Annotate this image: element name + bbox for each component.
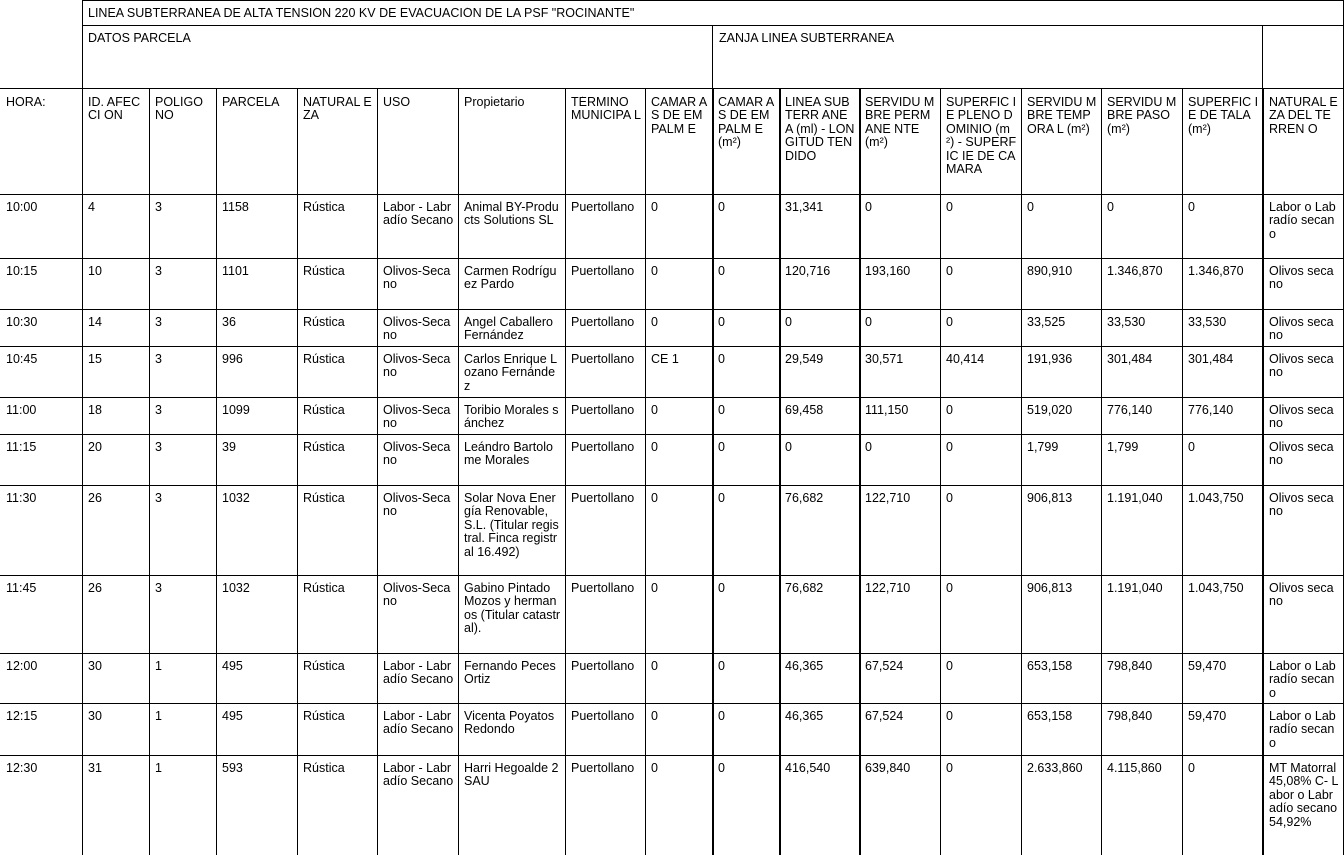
column-divider xyxy=(940,88,941,855)
cell-termino-municipal: Puertollano xyxy=(571,762,635,775)
cell-propietario: Toribio Morales sánchez xyxy=(464,404,559,431)
cell-uso: Labor - Labradío Secano xyxy=(383,762,454,789)
cell-parcela: 1032 xyxy=(222,582,250,595)
column-divider xyxy=(297,88,298,855)
column-header-propietario: Propietario xyxy=(464,96,525,109)
cell-uso: Olivos-Secano xyxy=(383,404,451,431)
column-divider xyxy=(645,88,646,855)
column-header-hora: HORA: xyxy=(6,96,46,109)
title-row-divider xyxy=(82,25,1344,26)
column-divider-thick xyxy=(712,88,714,855)
cell-superficie-tala: 776,140 xyxy=(1188,404,1234,417)
cell-uso: Olivos-Secano xyxy=(383,353,451,380)
cell-naturaleza-terreno: Olivos secano xyxy=(1269,316,1334,343)
cell-servidumbre-paso: 798,840 xyxy=(1107,660,1153,673)
cell-uso: Olivos-Secano xyxy=(383,441,451,468)
table-border-top xyxy=(82,0,1344,1)
cell-naturaleza-terreno: Olivos secano xyxy=(1269,265,1334,292)
cell-servidumbre-permanente: 193,160 xyxy=(865,265,911,278)
cell-hora: 12:15 xyxy=(6,710,38,723)
cell-servidumbre-paso: 1.191,040 xyxy=(1107,582,1163,595)
cell-propietario: Carlos Enrique Lozano Fernández xyxy=(464,353,558,393)
cell-termino-municipal: Puertollano xyxy=(571,353,635,366)
cell-superficie-pleno-dominio: 0 xyxy=(946,762,953,775)
cell-propietario: Leándro Bartolome Morales xyxy=(464,441,553,468)
cell-camaras-empalme-m2: 0 xyxy=(718,762,725,775)
cell-naturaleza: Rústica xyxy=(303,492,345,505)
cell-parcela: 1032 xyxy=(222,492,250,505)
cell-id-afeccion: 20 xyxy=(88,441,102,454)
cell-hora: 12:30 xyxy=(6,762,38,775)
cell-hora: 10:00 xyxy=(6,201,38,214)
row-divider xyxy=(0,434,1344,435)
cell-naturaleza: Rústica xyxy=(303,201,345,214)
cell-servidumbre-temporal: 653,158 xyxy=(1027,710,1073,723)
column-header-camaras-empalme-m2: CAMAR AS DE EMPALM E (m²) xyxy=(718,96,775,150)
cell-servidumbre-temporal: 519,020 xyxy=(1027,404,1073,417)
group-row-divider xyxy=(0,88,1344,89)
cell-camaras-empalme: 0 xyxy=(651,265,658,278)
cell-poligono: 1 xyxy=(155,660,162,673)
cell-superficie-tala: 59,470 xyxy=(1188,660,1227,673)
row-divider xyxy=(0,485,1344,486)
column-header-superficie-tala: SUPERFIC IE DE TALA (m²) xyxy=(1188,96,1259,136)
cell-hora: 10:45 xyxy=(6,353,38,366)
cell-naturaleza: Rústica xyxy=(303,316,345,329)
cell-parcela: 39 xyxy=(222,441,236,454)
column-header-termino-municipal: TÉRMINO MUNICIPA L xyxy=(571,96,641,123)
cell-servidumbre-permanente: 122,710 xyxy=(865,582,911,595)
column-divider-thick xyxy=(779,88,781,855)
cell-servidumbre-paso: 4.115,860 xyxy=(1107,762,1162,775)
cell-servidumbre-temporal: 906,813 xyxy=(1027,582,1073,595)
column-header-poligono: POLÍGO NO xyxy=(155,96,203,123)
cell-termino-municipal: Puertollano xyxy=(571,492,635,505)
cell-servidumbre-permanente: 30,571 xyxy=(865,353,904,366)
cell-poligono: 1 xyxy=(155,710,162,723)
cell-linea-subterranea: 76,682 xyxy=(785,492,824,505)
cell-camaras-empalme-m2: 0 xyxy=(718,582,725,595)
cell-termino-municipal: Puertollano xyxy=(571,660,635,673)
cell-servidumbre-temporal: 0 xyxy=(1027,201,1034,214)
cell-propietario: Animal BY-Products Solutions SL xyxy=(464,201,559,228)
group-divider xyxy=(1262,25,1263,88)
cell-id-afeccion: 26 xyxy=(88,582,102,595)
cell-superficie-tala: 301,484 xyxy=(1188,353,1234,366)
column-header-parcela: PARCELA xyxy=(222,96,280,109)
cell-servidumbre-paso: 0 xyxy=(1107,201,1114,214)
cell-camaras-empalme: 0 xyxy=(651,404,658,417)
group-header-datos-parcela: DATOS PARCELA xyxy=(88,32,191,45)
cell-poligono: 3 xyxy=(155,316,162,329)
cell-camaras-empalme-m2: 0 xyxy=(718,492,725,505)
cell-servidumbre-permanente: 0 xyxy=(865,316,872,329)
cell-linea-subterranea: 120,716 xyxy=(785,265,831,278)
cell-hora: 10:30 xyxy=(6,316,38,329)
table-title: LINEA SUBTERRÁNEA DE ALTA TENSIÓN 220 KV DE EVACUACIÓN DE LA PSF "ROCINANTE" xyxy=(88,7,635,20)
cell-servidumbre-temporal: 890,910 xyxy=(1027,265,1073,278)
cell-id-afeccion: 15 xyxy=(88,353,102,366)
cell-termino-municipal: Puertollano xyxy=(571,710,635,723)
cell-termino-municipal: Puertollano xyxy=(571,441,635,454)
cell-servidumbre-paso: 776,140 xyxy=(1107,404,1153,417)
cell-superficie-pleno-dominio: 0 xyxy=(946,441,953,454)
cell-termino-municipal: Puertollano xyxy=(571,201,635,214)
cell-superficie-pleno-dominio: 40,414 xyxy=(946,353,985,366)
cell-naturaleza-terreno: Olivos secano xyxy=(1269,404,1334,431)
cell-termino-municipal: Puertollano xyxy=(571,404,635,417)
cell-superficie-pleno-dominio: 0 xyxy=(946,660,953,673)
group-header-zanja: ZANJA LINEA SUBTERRANEA xyxy=(719,32,895,45)
cell-parcela: 495 xyxy=(222,660,243,673)
cell-parcela: 593 xyxy=(222,762,243,775)
cell-camaras-empalme: 0 xyxy=(651,316,658,329)
cell-linea-subterranea: 0 xyxy=(785,441,792,454)
cell-parcela: 1101 xyxy=(222,265,249,278)
cell-servidumbre-permanente: 639,840 xyxy=(865,762,911,775)
cell-linea-subterranea: 69,458 xyxy=(785,404,824,417)
cell-naturaleza: Rústica xyxy=(303,762,345,775)
cell-hora: 12:00 xyxy=(6,660,38,673)
cell-servidumbre-temporal: 2.633,860 xyxy=(1027,762,1083,775)
column-header-uso: USO xyxy=(383,96,411,109)
cell-naturaleza-terreno: Olivos secano xyxy=(1269,353,1334,380)
cell-servidumbre-paso: 798,840 xyxy=(1107,710,1153,723)
cell-superficie-tala: 59,470 xyxy=(1188,710,1227,723)
cell-uso: Olivos-Secano xyxy=(383,582,451,609)
cell-uso: Labor - Labradío Secano xyxy=(383,710,454,737)
cell-termino-municipal: Puertollano xyxy=(571,265,635,278)
cell-id-afeccion: 18 xyxy=(88,404,102,417)
cell-naturaleza: Rústica xyxy=(303,353,345,366)
column-divider xyxy=(377,88,378,855)
cell-superficie-pleno-dominio: 0 xyxy=(946,201,953,214)
row-divider xyxy=(0,309,1344,310)
cell-servidumbre-paso: 33,530 xyxy=(1107,316,1146,329)
cell-superficie-pleno-dominio: 0 xyxy=(946,582,953,595)
cell-superficie-tala: 0 xyxy=(1188,201,1195,214)
cell-servidumbre-temporal: 653,158 xyxy=(1027,660,1073,673)
cell-camaras-empalme: 0 xyxy=(651,710,658,723)
column-header-naturaleza-terreno: NATURAL EZA DEL TERREN O xyxy=(1269,96,1338,136)
cell-hora: 11:15 xyxy=(6,441,37,454)
cell-naturaleza-terreno: Labor o Labradío secano xyxy=(1269,710,1336,750)
cell-servidumbre-paso: 1.191,040 xyxy=(1107,492,1163,505)
cell-superficie-pleno-dominio: 0 xyxy=(946,265,953,278)
column-divider xyxy=(1101,88,1102,855)
row-divider xyxy=(0,575,1344,576)
cell-naturaleza-terreno: Olivos secano xyxy=(1269,492,1334,519)
row-divider xyxy=(0,194,1344,195)
cell-naturaleza: Rústica xyxy=(303,710,345,723)
cell-superficie-tala: 33,530 xyxy=(1188,316,1227,329)
column-divider-thick xyxy=(859,88,861,855)
cell-servidumbre-paso: 1,799 xyxy=(1107,441,1139,454)
cell-propietario: Ángel Caballero Fernández xyxy=(464,316,553,343)
cell-naturaleza-terreno: Olivos secano xyxy=(1269,441,1334,468)
cell-poligono: 3 xyxy=(155,353,162,366)
cell-camaras-empalme-m2: 0 xyxy=(718,710,725,723)
cell-hora: 11:30 xyxy=(6,492,37,505)
cell-linea-subterranea: 416,540 xyxy=(785,762,831,775)
cell-naturaleza: Rústica xyxy=(303,265,345,278)
cell-parcela: 36 xyxy=(222,316,236,329)
cell-superficie-tala: 1.043,750 xyxy=(1188,582,1244,595)
cell-parcela: 1158 xyxy=(222,201,249,214)
cell-linea-subterranea: 31,341 xyxy=(785,201,824,214)
cell-uso: Labor - Labradío Secano xyxy=(383,660,454,687)
cell-naturaleza-terreno: Labor o Labradío secano xyxy=(1269,201,1336,241)
cell-servidumbre-paso: 301,484 xyxy=(1107,353,1153,366)
cell-termino-municipal: Puertollano xyxy=(571,316,635,329)
column-header-id-afeccion: ID. AFECCI ON xyxy=(88,96,141,123)
cell-parcela: 495 xyxy=(222,710,243,723)
row-divider xyxy=(0,346,1344,347)
group-divider xyxy=(712,25,713,88)
cell-poligono: 3 xyxy=(155,265,162,278)
row-divider xyxy=(0,258,1344,259)
cell-superficie-pleno-dominio: 0 xyxy=(946,492,953,505)
column-divider xyxy=(216,88,217,855)
cell-propietario: Vicenta Poyatos Redondo xyxy=(464,710,555,737)
row-divider xyxy=(0,653,1344,654)
cell-uso: Olivos-Secano xyxy=(383,316,451,343)
cell-camaras-empalme: 0 xyxy=(651,660,658,673)
cell-termino-municipal: Puertollano xyxy=(571,582,635,595)
cell-servidumbre-permanente: 67,524 xyxy=(865,660,904,673)
cell-propietario: Fernando Peces Ortiz xyxy=(464,660,556,687)
cell-naturaleza: Rústica xyxy=(303,660,345,673)
cell-servidumbre-permanente: 111,150 xyxy=(865,404,909,417)
column-divider-thick xyxy=(1262,88,1264,855)
cell-superficie-pleno-dominio: 0 xyxy=(946,316,953,329)
column-divider xyxy=(458,88,459,855)
cell-servidumbre-permanente: 122,710 xyxy=(865,492,911,505)
column-divider xyxy=(1021,88,1022,855)
cell-hora: 10:15 xyxy=(6,265,38,278)
cell-servidumbre-permanente: 0 xyxy=(865,201,872,214)
cell-superficie-pleno-dominio: 0 xyxy=(946,404,953,417)
cell-parcela: 1099 xyxy=(222,404,250,417)
cell-propietario: Gabino Pintado Mozos y hermanos (Titular catastral). xyxy=(464,582,561,636)
cell-linea-subterranea: 29,549 xyxy=(785,353,824,366)
cell-poligono: 3 xyxy=(155,492,162,505)
cell-naturaleza: Rústica xyxy=(303,582,345,595)
cell-linea-subterranea: 46,365 xyxy=(785,660,824,673)
cell-camaras-empalme-m2: 0 xyxy=(718,353,725,366)
cell-hora: 11:00 xyxy=(6,404,37,417)
cell-poligono: 3 xyxy=(155,582,162,595)
cell-servidumbre-permanente: 67,524 xyxy=(865,710,904,723)
cell-superficie-tala: 1.043,750 xyxy=(1188,492,1244,505)
cell-hora: 11:45 xyxy=(6,582,37,595)
cell-servidumbre-permanente: 0 xyxy=(865,441,872,454)
cell-camaras-empalme: 0 xyxy=(651,582,658,595)
cell-id-afeccion: 30 xyxy=(88,660,102,673)
cell-camaras-empalme-m2: 0 xyxy=(718,404,725,417)
cell-poligono: 3 xyxy=(155,441,162,454)
cell-propietario: Harri Hegoalde 2 SAU xyxy=(464,762,559,789)
cell-naturaleza: Rústica xyxy=(303,404,345,417)
cell-naturaleza: Rústica xyxy=(303,441,345,454)
cell-naturaleza-terreno: Labor o Labradío secano xyxy=(1269,660,1336,700)
cell-uso: Olivos-Secano xyxy=(383,265,451,292)
cell-uso: Labor - Labradío Secano xyxy=(383,201,454,228)
cell-linea-subterranea: 76,682 xyxy=(785,582,824,595)
column-header-camaras-empalme: CAMAR AS DE EMPALM E xyxy=(651,96,708,136)
column-header-superficie-pleno-dominio: SUPERFIC IE PLENO DOMINIO (m²) - SUPERFIC IE DE CAMARA xyxy=(946,96,1017,177)
column-divider xyxy=(82,0,83,855)
column-divider xyxy=(149,88,150,855)
cell-camaras-empalme: 0 xyxy=(651,762,658,775)
cell-servidumbre-paso: 1.346,870 xyxy=(1107,265,1163,278)
cell-id-afeccion: 26 xyxy=(88,492,102,505)
cell-propietario: Carmen Rodríguez Pardo xyxy=(464,265,557,292)
cell-parcela: 996 xyxy=(222,353,243,366)
cell-superficie-tala: 0 xyxy=(1188,441,1195,454)
column-header-servidumbre-temporal: SERVIDU MBRE TEMPORA L (m²) xyxy=(1027,96,1097,136)
cell-superficie-tala: 0 xyxy=(1188,762,1195,775)
cell-poligono: 3 xyxy=(155,201,162,214)
cell-camaras-empalme: 0 xyxy=(651,441,658,454)
row-divider xyxy=(0,397,1344,398)
cell-camaras-empalme-m2: 0 xyxy=(718,316,725,329)
cell-propietario: Solar Nova Energía Renovable, S.L. (Titular registral. Finca registral 16.492) xyxy=(464,492,559,559)
column-header-servidumbre-paso: SERVIDU MBRE PASO (m²) xyxy=(1107,96,1177,136)
column-header-servidumbre-permanente: SERVIDU MBRE PERMANE NTE (m²) xyxy=(865,96,935,150)
cell-camaras-empalme-m2: 0 xyxy=(718,441,725,454)
cell-camaras-empalme: CE 1 xyxy=(651,353,679,366)
cell-linea-subterranea: 0 xyxy=(785,316,792,329)
cell-naturaleza-terreno: MT Matorral 45,08% C- Labor o Labradío secano 54,92% xyxy=(1269,762,1339,829)
cell-poligono: 3 xyxy=(155,404,162,417)
row-divider xyxy=(0,755,1344,756)
column-divider xyxy=(1182,88,1183,855)
cell-naturaleza-terreno: Olivos secano xyxy=(1269,582,1334,609)
cell-camaras-empalme-m2: 0 xyxy=(718,265,725,278)
cell-id-afeccion: 4 xyxy=(88,201,95,214)
cell-servidumbre-temporal: 33,525 xyxy=(1027,316,1066,329)
cell-id-afeccion: 14 xyxy=(88,316,102,329)
column-header-linea-subterranea: LINEA SUBTERR ANEA (ml) - LONGITUD TENDIDO xyxy=(785,96,855,163)
column-divider xyxy=(565,88,566,855)
cell-id-afeccion: 10 xyxy=(88,265,102,278)
cell-uso: Olivos-Secano xyxy=(383,492,451,519)
cell-servidumbre-temporal: 906,813 xyxy=(1027,492,1073,505)
column-header-naturaleza: NATURAL EZA xyxy=(303,96,372,123)
cell-camaras-empalme-m2: 0 xyxy=(718,201,725,214)
cell-servidumbre-temporal: 1,799 xyxy=(1027,441,1059,454)
cell-id-afeccion: 30 xyxy=(88,710,102,723)
cell-linea-subterranea: 46,365 xyxy=(785,710,824,723)
cell-superficie-pleno-dominio: 0 xyxy=(946,710,953,723)
cell-poligono: 1 xyxy=(155,762,162,775)
row-divider xyxy=(0,703,1344,704)
cell-camaras-empalme: 0 xyxy=(651,201,658,214)
cell-id-afeccion: 31 xyxy=(88,762,102,775)
cell-servidumbre-temporal: 191,936 xyxy=(1027,353,1073,366)
cell-camaras-empalme: 0 xyxy=(651,492,658,505)
cell-superficie-tala: 1.346,870 xyxy=(1188,265,1244,278)
cell-camaras-empalme-m2: 0 xyxy=(718,660,725,673)
